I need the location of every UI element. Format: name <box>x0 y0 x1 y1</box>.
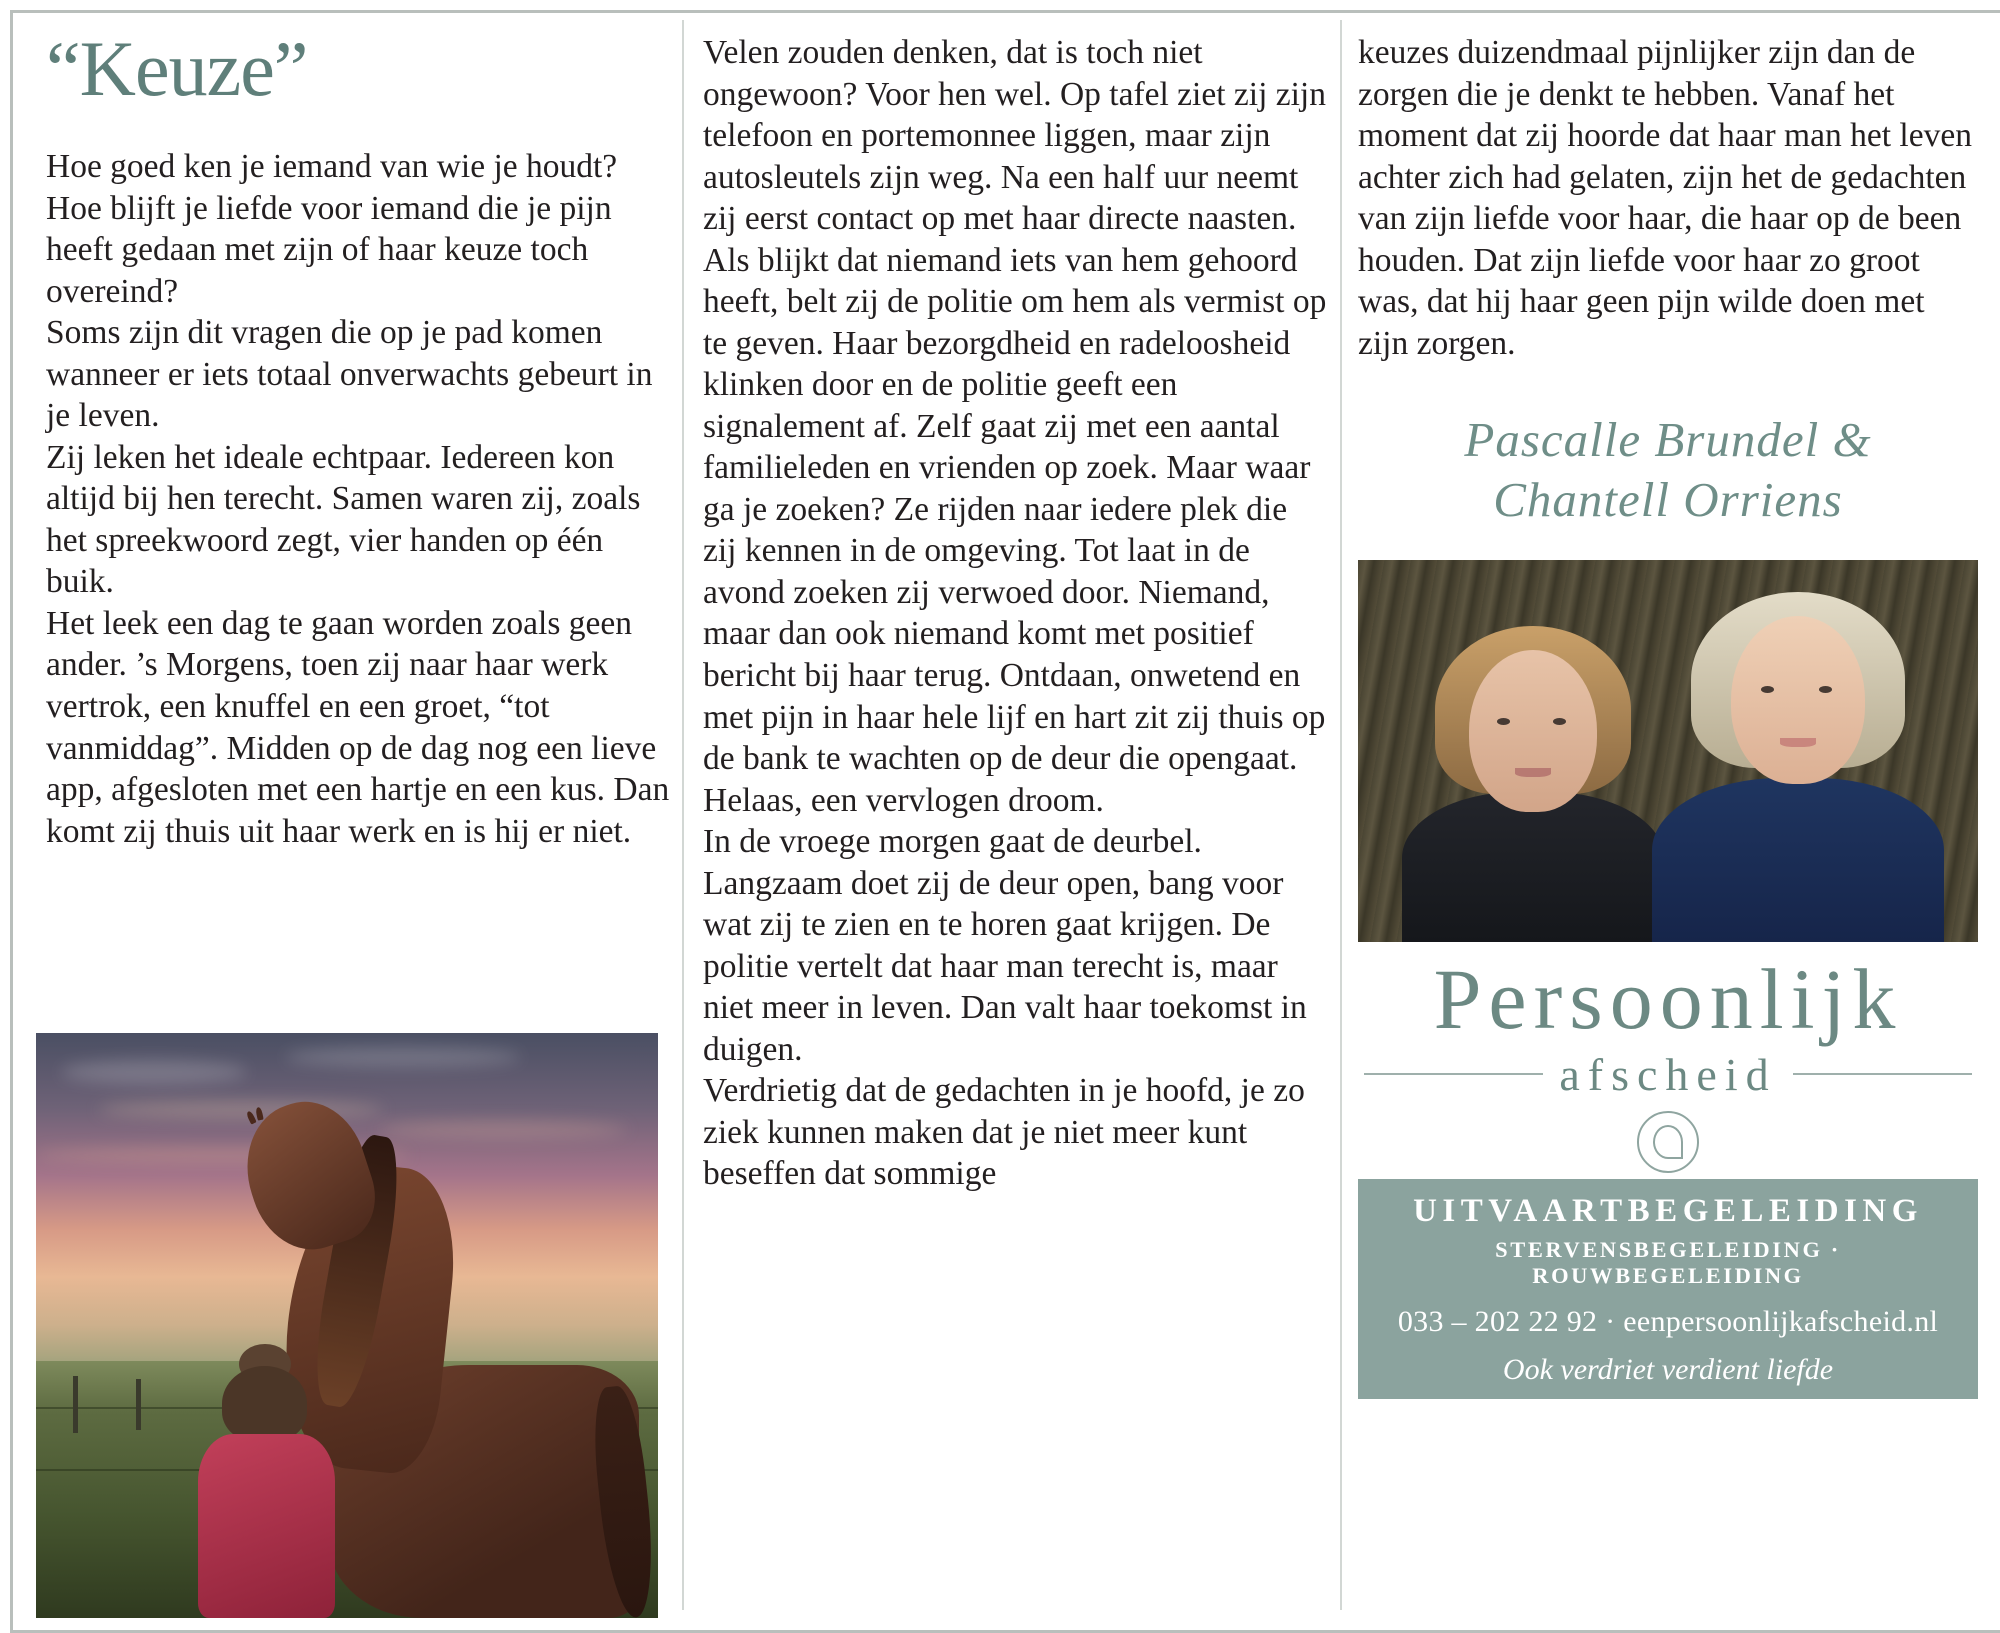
eye <box>1761 686 1774 693</box>
column-divider-1 <box>682 20 684 1610</box>
person-right-body <box>1652 778 1944 942</box>
page-border-top <box>10 10 2000 13</box>
tagline: Ook verdriet verdient liefde <box>1502 1352 1834 1386</box>
contact-footer <box>1358 1179 1978 1399</box>
person-left <box>1398 612 1668 942</box>
logo-subtitle-row <box>1358 1048 1978 1101</box>
eye <box>1497 718 1510 725</box>
portrait-photo <box>1358 560 1978 942</box>
cloud <box>285 1047 521 1067</box>
person-left-face <box>1469 650 1597 812</box>
logo-subtitle: afscheid <box>1559 1048 1777 1100</box>
paragraph: In de vroege morgen gaat de deurbel. Langzaam doet zij de deur open, bang voor wat zij te zien en te horen gaat krijgen. De politie vertelt dat haar man terecht is, maar niet meer in leven. Dan valt haar toekomst in duigen. <box>703 823 1307 1068</box>
paragraph: Het leek een dag te gaan worden zoals geen ander. ’s Morgens, toen zij naar haar werk vertrok, een knuffel en een groet, “tot vanmiddag”. Midden op de dag nog een lieve app, afgesloten met een hartje en een kus. Dan komt zij thuis uit haar werk en is hij er niet. <box>46 604 670 850</box>
fence-post <box>136 1379 141 1430</box>
logo-rule-left <box>1364 1073 1543 1075</box>
woman-silhouette <box>198 1366 335 1618</box>
signature-line-1: Pascalle Brundel & <box>1464 412 1872 468</box>
paragraph: Als blijkt dat niemand iets van hem gehoord heeft, belt zij de politie om hem als vermist op te geven. Haar bezorgdheid en radeloosheid klinken door en de politie geeft een signalement af. Zelf gaat zij met een aantal familieleden en vrienden op zoek. Maar waar ga je zoeken? Ze rijden naar iedere plek die zij kennen in de omgeving. Tot laat in de avond zoeken zij verwoed door. Niemand, maar dan ook niemand komt met positief bericht bij haar terug. Ontdaan, onwetend en met pijn in haar hele lijf en hart zit zij thuis op de bank te wachten op de deur die opengaat. Helaas, een vervlogen droom. <box>703 241 1327 819</box>
horse-photo <box>36 1033 658 1618</box>
hair <box>222 1366 307 1441</box>
eye <box>1553 718 1566 725</box>
column-two <box>703 32 1328 1195</box>
shirt <box>198 1434 335 1618</box>
person-right <box>1648 590 1948 942</box>
paragraph: Verdrietig dat de gedachten in je hoofd, je zo ziek kunnen maken dat je niet meer kunt beseffen dat sommige <box>703 1072 1305 1193</box>
paragraph: keuzes duizendmaal pijnlijker zijn dan de zorgen die je denkt te hebben. Vanaf het moment dat zij hoorde dat haar man het leven achter zich had gelaten, zijn het de gedachten van zijn liefde voor haar, die haar op de been houden. Dat zijn liefde voor haar zo groot was, dat hij haar geen pijn wilde doen met zijn zorgen. <box>1358 34 1972 362</box>
service-main-label: UITVAARTBEGELEIDING <box>1413 1192 1923 1229</box>
paragraph: Zij leken het ideale echtpaar. Iedereen kon altijd bij hen terecht. Samen waren zij, zoals het spreekwoord zegt, vier handen op één buik. <box>46 438 641 601</box>
logo-wordmark: Persoonlijk <box>1433 950 1903 1047</box>
paragraph: Soms zijn dit vragen die op je pad komen wanneer er iets totaal onverwachts gebeurt in je leven. <box>46 314 653 435</box>
fence-post <box>73 1376 78 1433</box>
mouth <box>1780 738 1816 747</box>
cloud <box>61 1060 248 1084</box>
mouth <box>1515 768 1551 777</box>
paragraph: Hoe goed ken je iemand van wie je houdt? Hoe blijft je liefde voor iemand die je pijn heeft gedaan met zijn of haar keuze toch overeind? <box>46 148 618 310</box>
column-three <box>1358 32 1978 1399</box>
column-divider-2 <box>1340 20 1342 1610</box>
signature-line-2: Chantell Orriens <box>1493 472 1843 528</box>
person-right-face <box>1731 616 1865 784</box>
horse-ear <box>255 1106 264 1120</box>
paragraph: Velen zouden denken, dat is toch niet ongewoon? Voor hen wel. Op tafel ziet zij zijn telefoon en portemonnee liggen, maar zijn autosleutels zijn weg. Na een half uur neemt zij eerst contact op met haar directe naasten. <box>703 34 1326 238</box>
author-signature <box>1358 410 1978 530</box>
service-sub-label: STERVENSBEGELEIDING · ROUWBEGELEIDING <box>1495 1236 1841 1288</box>
monogram-icon <box>1637 1111 1699 1173</box>
page-border-left <box>10 10 13 1633</box>
eye <box>1819 686 1832 693</box>
contact-details[interactable]: 033 – 202 22 92 · eenpersoonlijkafscheid.nl <box>1397 1304 1939 1338</box>
brand-logo <box>1358 942 1978 1173</box>
page-title: “Keuze” <box>46 25 308 112</box>
column-one <box>46 25 671 852</box>
person-left-body <box>1402 792 1664 942</box>
logo-rule-right <box>1793 1073 1972 1075</box>
